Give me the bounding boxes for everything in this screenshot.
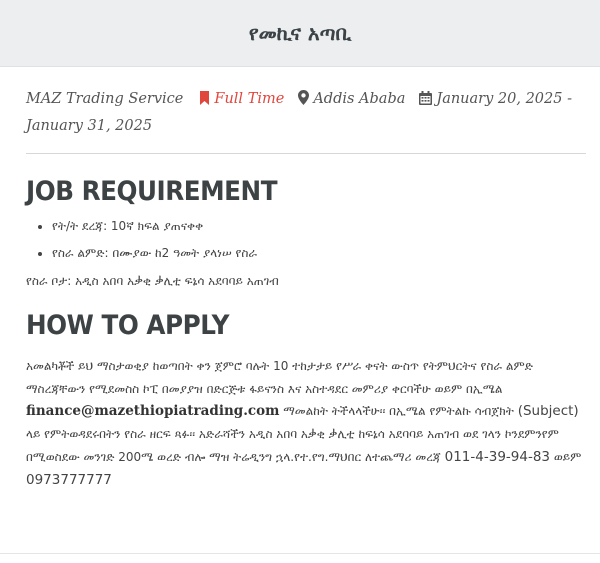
page-title: የመኪና አጣቢ [248, 21, 352, 45]
bottom-divider [0, 553, 600, 554]
job-meta [26, 87, 586, 139]
page-header [0, 0, 600, 67]
phone-number[interactable]: 011-4-39-94-83 [444, 448, 551, 465]
how-to-apply-heading: HOW TO APPLY [26, 310, 230, 341]
meta-divider [26, 153, 586, 154]
how-to-apply-text [26, 355, 586, 491]
job-requirement-heading: JOB REQUIREMENT [26, 176, 278, 207]
date-end: January 31, 2025 [26, 118, 153, 134]
bookmark-icon [199, 89, 210, 114]
company-name[interactable]: MAZ Trading Service [26, 91, 184, 107]
phone-number[interactable]: 0973777777 [26, 471, 112, 488]
date-start: January 20, 2025 - [436, 91, 572, 107]
subject-label: (Subject) [517, 403, 579, 420]
email-link[interactable]: finance@mazethiopiatrading.com [26, 403, 280, 420]
requirements-list [26, 218, 586, 261]
map-marker-icon [298, 89, 309, 114]
job-type[interactable]: Full Time [214, 91, 285, 107]
list-item: • የት/ት ደረጃ: 10ኛ ክፍል ያጠናቀቀ [52, 218, 586, 234]
apply-text-part: ማመልከት ትችላላችሁ፡፡ በኢሜል የምትልኩ ሳብጀክት [279, 404, 518, 419]
job-location: Addis Ababa [313, 91, 406, 107]
list-item: • የስራ ልምድ: በሙያው ከ2 ዓመት ያላነሠ የስራ [52, 245, 586, 261]
apply-text-part: ላይ የምትወዳደሩበትን የስራ ዘርፍ ጻፉ፡፡ አድራሻችን አዲስ አበባ አቃቂ ቃሊቲ ከፍኔሳ አደባባይ አጠገብ ወደ ገላን ኮንደምንየም በሚወስደው መንገድ 200ሜ ወረድ ብሎ ማዝ ትሬዲንግ ኋላ.የተ.የግ.ማህበር ለተጨማሪ መረጃ [26, 427, 559, 464]
work-location: የስራ ቦታ: አዲስ አበባ አቃቂ ቃሊቲ ፍኔሳ አደባባይ አጠገብ [26, 274, 279, 288]
calendar-icon [419, 89, 432, 114]
apply-text-part: ወይም [550, 449, 582, 464]
job-content [26, 66, 586, 491]
apply-text-part: አመልካቾች ይህ ማስታወቂያ ከወጣበት ቀን ጀምሮ ባሉት 10 ተከታታይ የሥራ ቀናት ውስጥ የትምህርትና የስራ ልምድ ማስረጃቸውን የሚደመስስ ኮፒ በመያያዝ በድርጅቱ ፋይናንስ እና አስተዳደር መምሪያ ቀርባችሁ ወይም በኢሜል [26, 359, 533, 396]
